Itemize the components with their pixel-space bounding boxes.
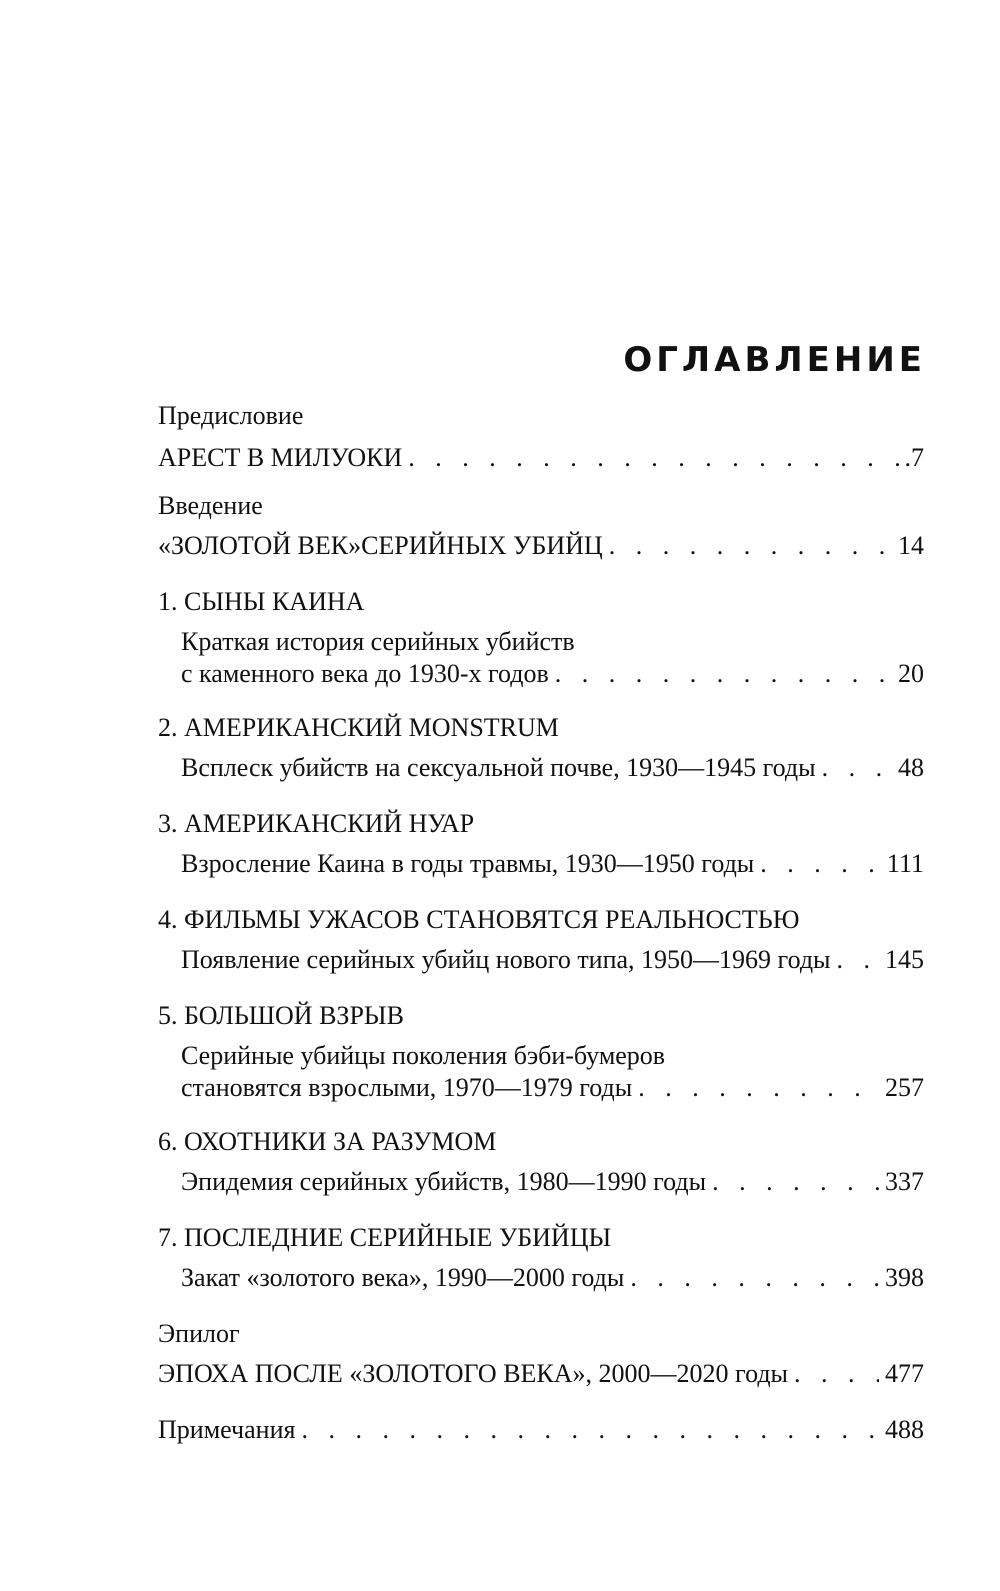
page-number: 257	[885, 1073, 924, 1102]
preface-label: Предисловие	[158, 401, 304, 430]
dot-leader	[822, 750, 892, 786]
toc-entry-notes[interactable]	[158, 1412, 924, 1448]
dot-leader	[630, 1260, 879, 1296]
chapter-1-subtitle-line1: Краткая история серийных убийств	[181, 627, 575, 656]
dot-leader	[408, 440, 898, 476]
page-number: 14	[898, 531, 924, 560]
page-number: 337	[885, 1167, 924, 1196]
chapter-1-title[interactable]: 1. СЫНЫ КАИНА	[158, 587, 365, 616]
entry-title: становятся взрослыми, 1970—1979 годы	[181, 1073, 633, 1102]
page-number: 488	[885, 1415, 924, 1444]
entry-title: с каменного века до 1930-х годов	[181, 659, 549, 688]
entry-title: Закат «золотого века», 1990—2000 годы	[181, 1263, 625, 1292]
toc-entry-chapter-1[interactable]	[181, 656, 924, 692]
toc-entry-chapter-4[interactable]	[181, 942, 924, 978]
entry-title: Появление серийных убийц нового типа, 1950—1969 годы	[181, 945, 831, 974]
toc-entry-epilogue[interactable]	[158, 1356, 924, 1392]
dot-leader	[638, 1070, 879, 1106]
page-number: 145	[885, 945, 924, 974]
dot-leader	[837, 942, 879, 978]
entry-title: «ЗОЛОТОЙ ВЕК»СЕРИЙНЫХ УБИЙЦ	[158, 531, 603, 560]
dot-leader	[760, 846, 881, 882]
chapter-4-title[interactable]: 4. ФИЛЬМЫ УЖАСОВ СТАНОВЯТСЯ РЕАЛЬНОСТЬЮ	[158, 905, 800, 934]
chapter-3-title[interactable]: 3. АМЕРИКАНСКИЙ НУАР	[158, 809, 475, 838]
dot-leader	[555, 656, 892, 692]
page-number: 111	[886, 849, 924, 878]
page-number: 398	[885, 1263, 924, 1292]
chapter-5-title[interactable]: 5. БОЛЬШОЙ ВЗРЫВ	[158, 1001, 404, 1030]
dot-leader	[301, 1412, 879, 1448]
entry-title: Взросление Каина в годы травмы, 1930—1950 годы	[181, 849, 755, 878]
entry-title: ЭПОХА ПОСЛЕ «ЗОЛОТОГО ВЕКА», 2000—2020 годы	[158, 1359, 789, 1388]
entry-title: АРЕСТ В МИЛУОКИ	[158, 443, 403, 472]
toc-entry-preface[interactable]	[158, 440, 924, 476]
toc-entry-chapter-5[interactable]	[181, 1070, 924, 1106]
chapter-7-title[interactable]: 7. ПОСЛЕДНИЕ СЕРИЙНЫЕ УБИЙЦЫ	[158, 1223, 612, 1252]
page-number: 48	[898, 753, 924, 782]
chapter-2-title[interactable]: 2. АМЕРИКАНСКИЙ MONSTRUM	[158, 713, 559, 742]
epilogue-label: Эпилог	[158, 1319, 240, 1348]
toc-entry-chapter-6[interactable]	[181, 1164, 924, 1200]
page-number: 477	[885, 1359, 924, 1388]
entry-title: Всплеск убийств на сексуальной почве, 1930—1945 годы	[181, 753, 816, 782]
entry-title: Эпидемия серийных убийств, 1980—1990 годы	[181, 1167, 707, 1196]
toc-entry-chapter-7[interactable]	[181, 1260, 924, 1296]
toc-entry-chapter-2[interactable]	[181, 750, 924, 786]
page-number: 20	[898, 659, 924, 688]
page-number: .7	[904, 443, 924, 472]
entry-title: Примечания	[158, 1415, 296, 1444]
chapter-5-subtitle-line1: Серийные убийцы поколения бэби-бумеров	[181, 1041, 666, 1070]
toc-entry-intro[interactable]	[158, 528, 924, 564]
toc-entry-chapter-3[interactable]	[181, 846, 924, 882]
dot-leader	[609, 528, 892, 564]
dot-leader	[712, 1164, 879, 1200]
dot-leader	[794, 1356, 879, 1392]
toc-title: ОГЛАВЛЕНИЕ	[623, 340, 926, 380]
chapter-6-title[interactable]: 6. ОХОТНИКИ ЗА РАЗУМОМ	[158, 1127, 497, 1156]
intro-label: Введение	[158, 491, 263, 520]
